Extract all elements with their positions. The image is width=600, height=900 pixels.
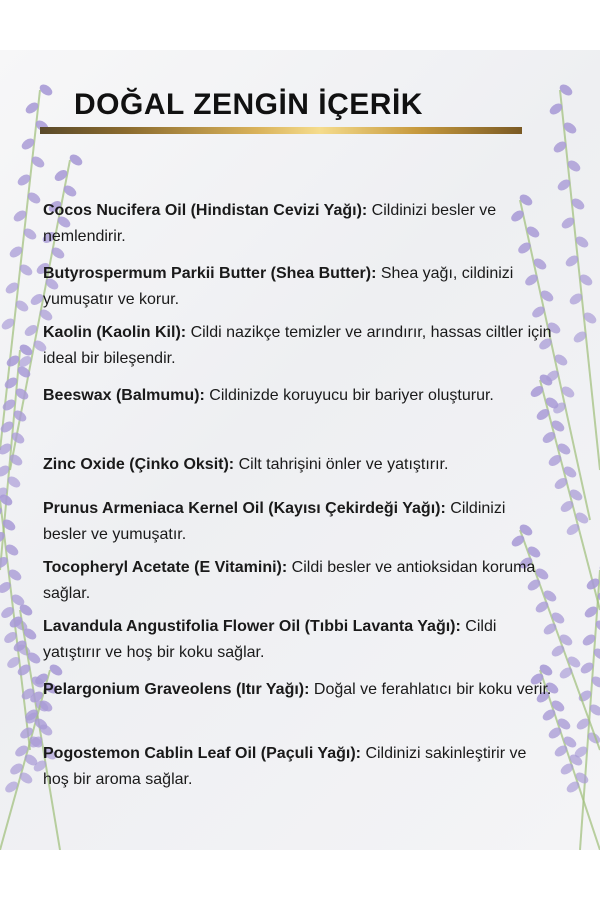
ingredient-item (43, 677, 553, 703)
ingredient-desc: Cildinizi sakinleştirir ve hoş bir aroma sağlar. (43, 745, 527, 788)
ingredient-item (43, 261, 553, 313)
ingredient-name: Cocos Nucifera Oil (Hindistan Cevizi Yağı): (43, 202, 368, 219)
ingredient-item (43, 198, 553, 250)
ingredient-name: Pogostemon Cablin Leaf Oil (Paçuli Yağı): (43, 745, 361, 762)
bottom-margin (0, 850, 600, 900)
ingredient-desc: Cildinizde koruyucu bir bariyer oluşturur. (209, 387, 494, 404)
ingredient-name: Prunus Armeniaca Kernel Oil (Kayısı Çekirdeği Yağı): (43, 500, 446, 517)
ingredient-desc: Cildi yatıştırır ve hoş bir koku sağlar. (43, 618, 497, 661)
lavender-decoration (0, 50, 600, 850)
ingredient-desc: Cildi besler ve antioksidan koruma sağlar. (43, 559, 536, 602)
top-margin (0, 0, 600, 50)
ingredients-panel (0, 50, 600, 850)
ingredient-desc: Cildinizi besler ve nemlendirir. (43, 202, 497, 245)
ingredient-desc: Shea yağı, cildinizi yumuşatır ve korur. (43, 265, 514, 308)
ingredient-name: Kaolin (Kaolin Kil): (43, 324, 187, 341)
ingredient-name: Zinc Oxide (Çinko Oksit): (43, 456, 235, 473)
ingredient-desc: Doğal ve ferahlatıcı bir koku verir. (313, 681, 552, 698)
ingredient-item (43, 452, 553, 478)
ingredient-name: Lavandula Angustifolia Flower Oil (Tıbbi Lavanta Yağı): (43, 618, 461, 635)
ingredient-name: Pelargonium Graveolens (Itır Yağı): (43, 681, 310, 698)
ingredient-item (43, 320, 553, 372)
page-title: DOĞAL ZENGİN İÇERİK (74, 88, 423, 121)
ingredient-desc: Cildi nazikçe temizler ve arındırır, hassas ciltler için ideal bir bileşendir. (43, 324, 552, 367)
ingredient-name: Tocopheryl Acetate (E Vitamini): (43, 559, 288, 576)
ingredient-name: Beeswax (Balmumu): (43, 387, 205, 404)
ingredient-item (43, 614, 553, 666)
ingredient-desc: Cildinizi besler ve yumuşatır. (43, 500, 506, 543)
ingredient-item (43, 383, 553, 409)
ingredient-name: Butyrospermum Parkii Butter (Shea Butter): (43, 265, 377, 282)
ingredient-item (43, 555, 553, 607)
gold-divider (40, 127, 522, 134)
ingredient-desc: Cilt tahrişini önler ve yatıştırır. (238, 456, 449, 473)
ingredient-item (43, 496, 553, 548)
ingredient-item (43, 741, 553, 793)
